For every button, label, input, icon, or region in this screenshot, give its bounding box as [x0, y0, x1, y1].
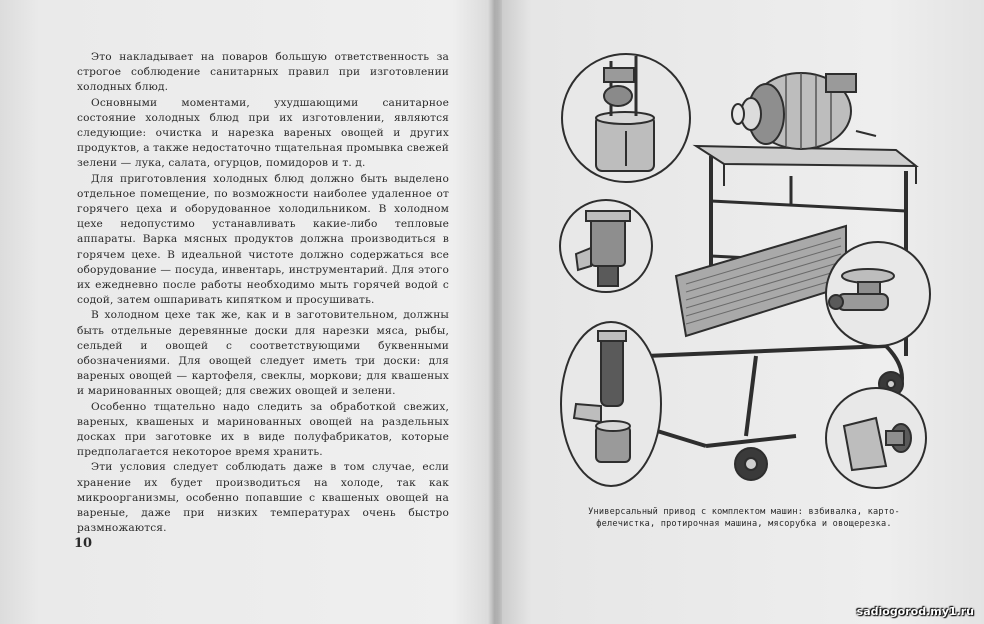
pureeing-machine-inset — [561, 322, 661, 486]
paragraph: Основными моментами, ухудшающими санитарное состояние холодных блюд при их изготовлении, являются следующие: очистка и нарезка вареных овощей и других продуктов, а также недостаточно тщательная промывка свежей зелени — лука, салата, огурцов, помидоров и т. д. — [77, 96, 449, 170]
paragraph: Эти условия следует соблюдать даже в том случае, если хранение их будет производиться на холоде, так как микроорганизмы, особенно попавшие с квашеных овощей на вареные, даже при низких температурах очень быстро размножаются. — [77, 461, 449, 535]
page-number: 10 — [74, 536, 93, 551]
potato-peeler-inset — [560, 200, 652, 292]
drive-motor — [732, 73, 876, 149]
site-watermark: sadiogorod.my1.ru — [856, 605, 974, 618]
paragraph: Для приготовления холодных блюд должно быть выделено отдельное помещение, по возможности наиболее удаленное от горячего цеха и оборудованное холодильником. В холодном цехе недопустимо устанавливать какие-либо тепловые аппараты. Варка мясных продуктов должна производиться в горячем цехе. В идеальной чистоте должно содержаться все оборудование — посуда, инвентарь, инструментарий. Для этого их ежедневно после работы необходимо мыть горячей водой с содой, затем ошпаривать кипятком и просушивать. — [77, 172, 449, 307]
paragraph: В холодном цехе так же, как и в заготовительном, должны быть отдельные деревянные доски для нарезки мяса, рыбы, сельдей и овощей с соответствующими буквенными обозначениями. Для овощей следует иметь три доски: для вареных овощей — картофеля, свеклы, моркови; для квашеных и маринованных овощей; для свежих овощей и зелени. — [77, 309, 449, 398]
whisk-attachment-inset — [562, 54, 690, 182]
body-text — [77, 50, 449, 537]
paragraph: Особенно тщательно надо следить за обработкой свежих, вареных, квашеных и маринованных овощей на раздельных досках при заготовке их в виде полуфабрикатов, которые предполагается некоторое время хранить. — [77, 400, 449, 459]
kitchen-machine-illustration — [556, 26, 946, 496]
paragraph: Это накладывает на поваров большую ответственность за строгое соблюдение санитарных правил при изготовлении холодных блюд. — [77, 51, 449, 94]
vegetable-slicer-inset — [826, 388, 926, 488]
meat-grinder-inset — [826, 242, 930, 346]
caption-line: Универсальный привод с комплектом машин: взбивалка, карто- — [588, 507, 900, 517]
right-page — [496, 0, 984, 624]
caption-line: фелечистка, протирочная машина, мясорубка и овощерезка. — [596, 519, 892, 529]
figure-caption — [554, 506, 934, 530]
